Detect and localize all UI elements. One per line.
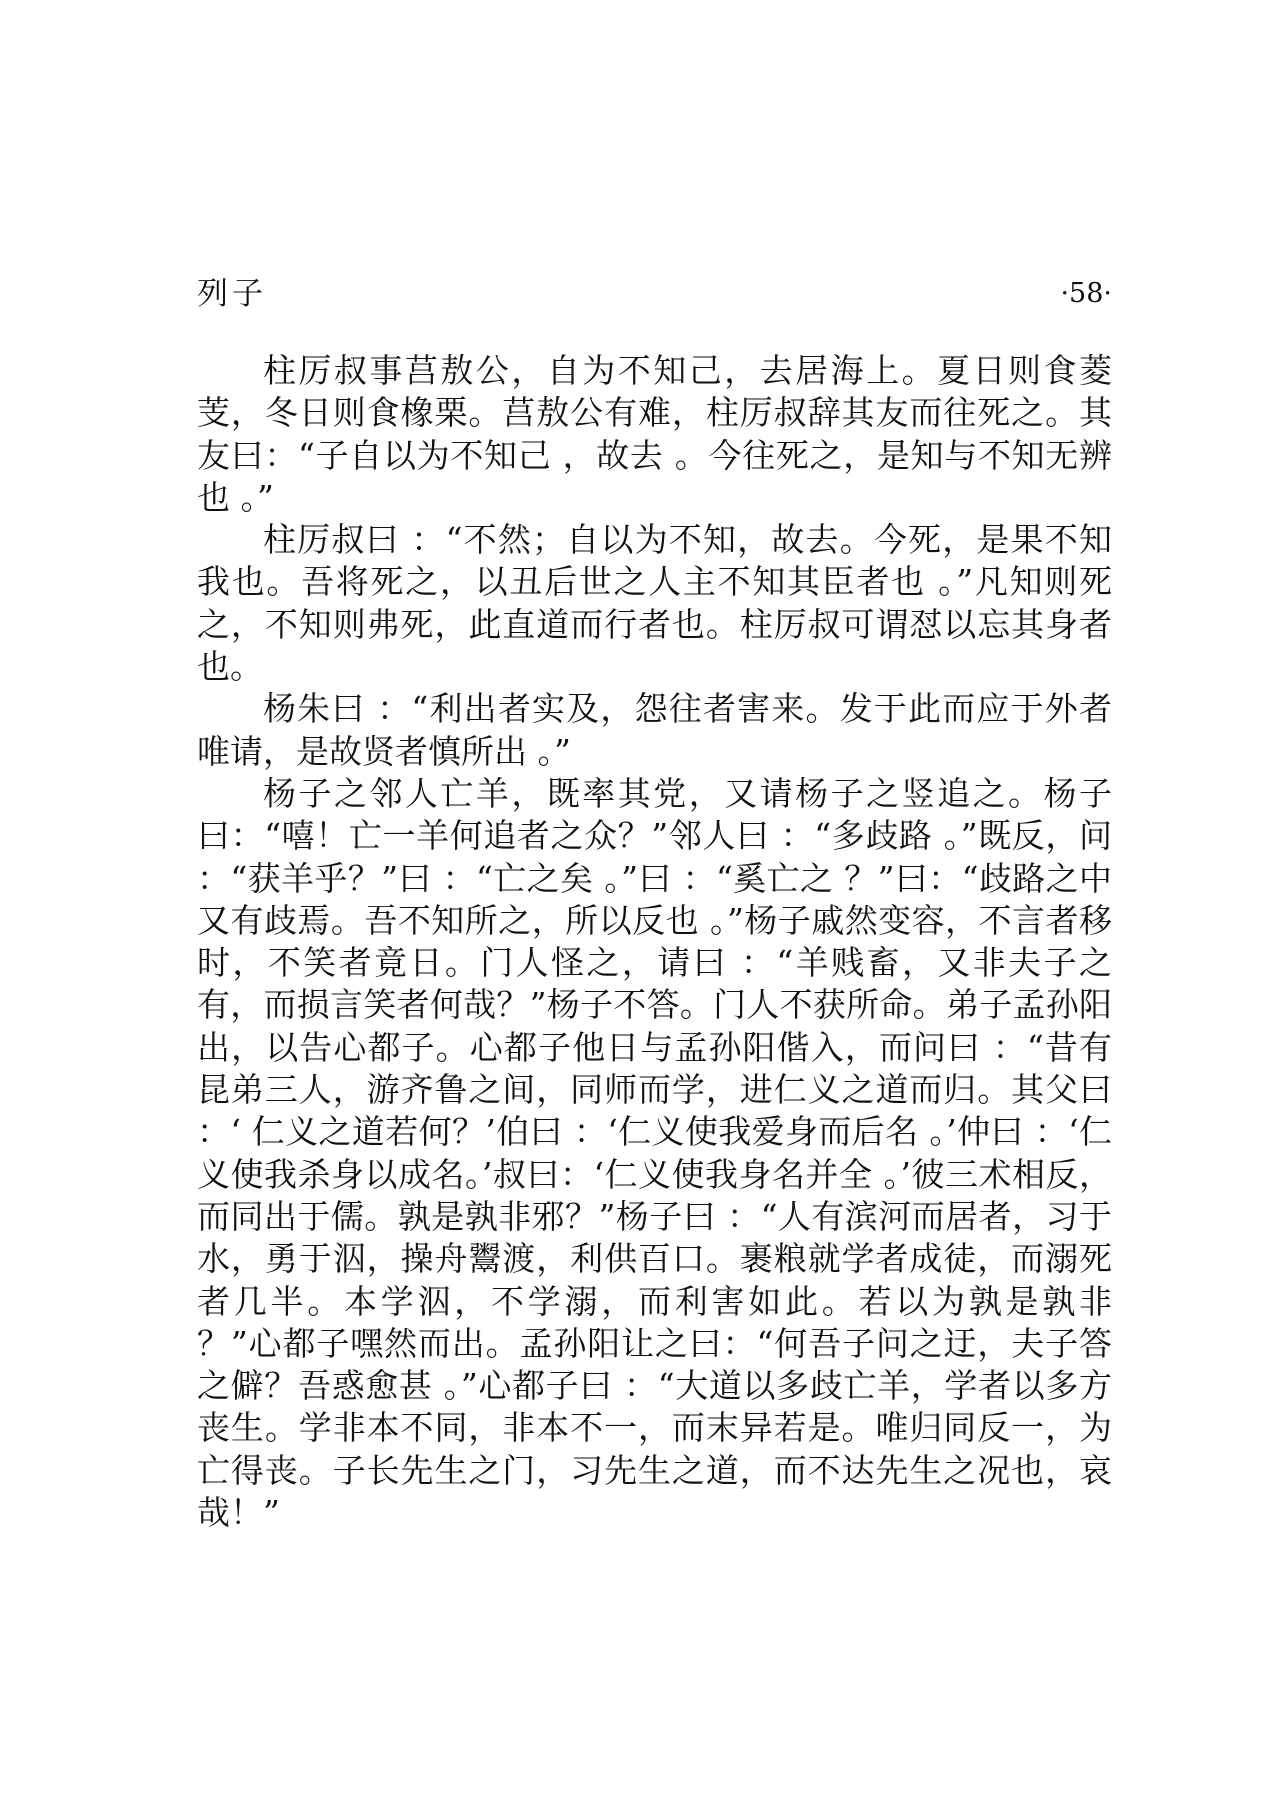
paragraph-zhu-li-shu: 柱厉叔事莒敖公，自为不知己，去居海上。夏日则食菱芰，冬日则食橡栗。莒敖公有难，柱厉叔辞其友而往死之。其友曰：“子自以为不知己 ，故去 。今往死之，是知与不知无辨也 。” <box>197 351 1112 517</box>
paragraph-zhu-li-shu-reply: 柱厉叔曰 ：“不然；自以为不知，故去。今死，是果不知我也。吾将死之，以丑后世之人主不知其臣者也 。”凡知则死之，不知则弗死，此直道而行者也。柱厉叔可谓怼以忘其身者也。 <box>197 520 1112 687</box>
page-number: ·58· <box>1060 278 1112 309</box>
body-text <box>197 350 1112 1534</box>
running-header <box>197 270 1112 318</box>
book-title: 列子 <box>197 276 267 312</box>
paragraph-yang-zhu-saying: 杨朱曰 ：“利出者实及，怨往者害来。发于此而应于外者唯请，是故贤者慎所出 。” <box>197 689 1112 771</box>
paragraph-lost-sheep: 杨子之邻人亡羊，既率其党，又请杨子之竖追之。杨子曰：“嘻！亡一羊何追者之众？”邻人曰 ：“多歧路 。”既反，问 ：“获羊乎？”曰 ：“亡之矣 。”曰 ：“奚亡之 ？”曰：“歧路之中又有歧焉。吾不知所之，所以反也 。”杨子戚然变容，不言者移时，不笑者竟日。门人怪之，请曰 ：“羊贱畜，又非夫子之有，而损言笑者何哉？”杨子不答。门人不获所命。弟子孟孙阳出，以告心都子。心都子他日与孟孙阳偕入，而问曰 ：“昔有昆弟三人，游齐鲁之间，同师而学，进仁义之道而归。其父曰 ：‘ 仁义之道若何？’伯曰 ：‘仁义使我爱身而后名 。’仲曰 ：‘仁义使我杀身以成名。’叔曰：‘仁义使我身名并全 。’彼三术相反，而同出于儒。孰是孰非邪？”杨子曰 ：“人有滨河而居者，习于水，勇于泅，操舟鬻渡，利供百口。裹粮就学者成徒，而溺死者几半。本学泅，不学溺，而利害如此。若以为孰是孰非 ？”心都子嘿然而出。孟孙阳让之曰：“何吾子问之迂，夫子答之僻？吾惑愈甚 。”心都子曰 ：“大道以多歧亡羊，学者以多方丧生。学非本不同，非本不一，而末异若是。唯归同反一，为亡得丧。子长先生之门，习先生之道，而不达先生之况也，哀哉！” <box>197 773 1112 1533</box>
